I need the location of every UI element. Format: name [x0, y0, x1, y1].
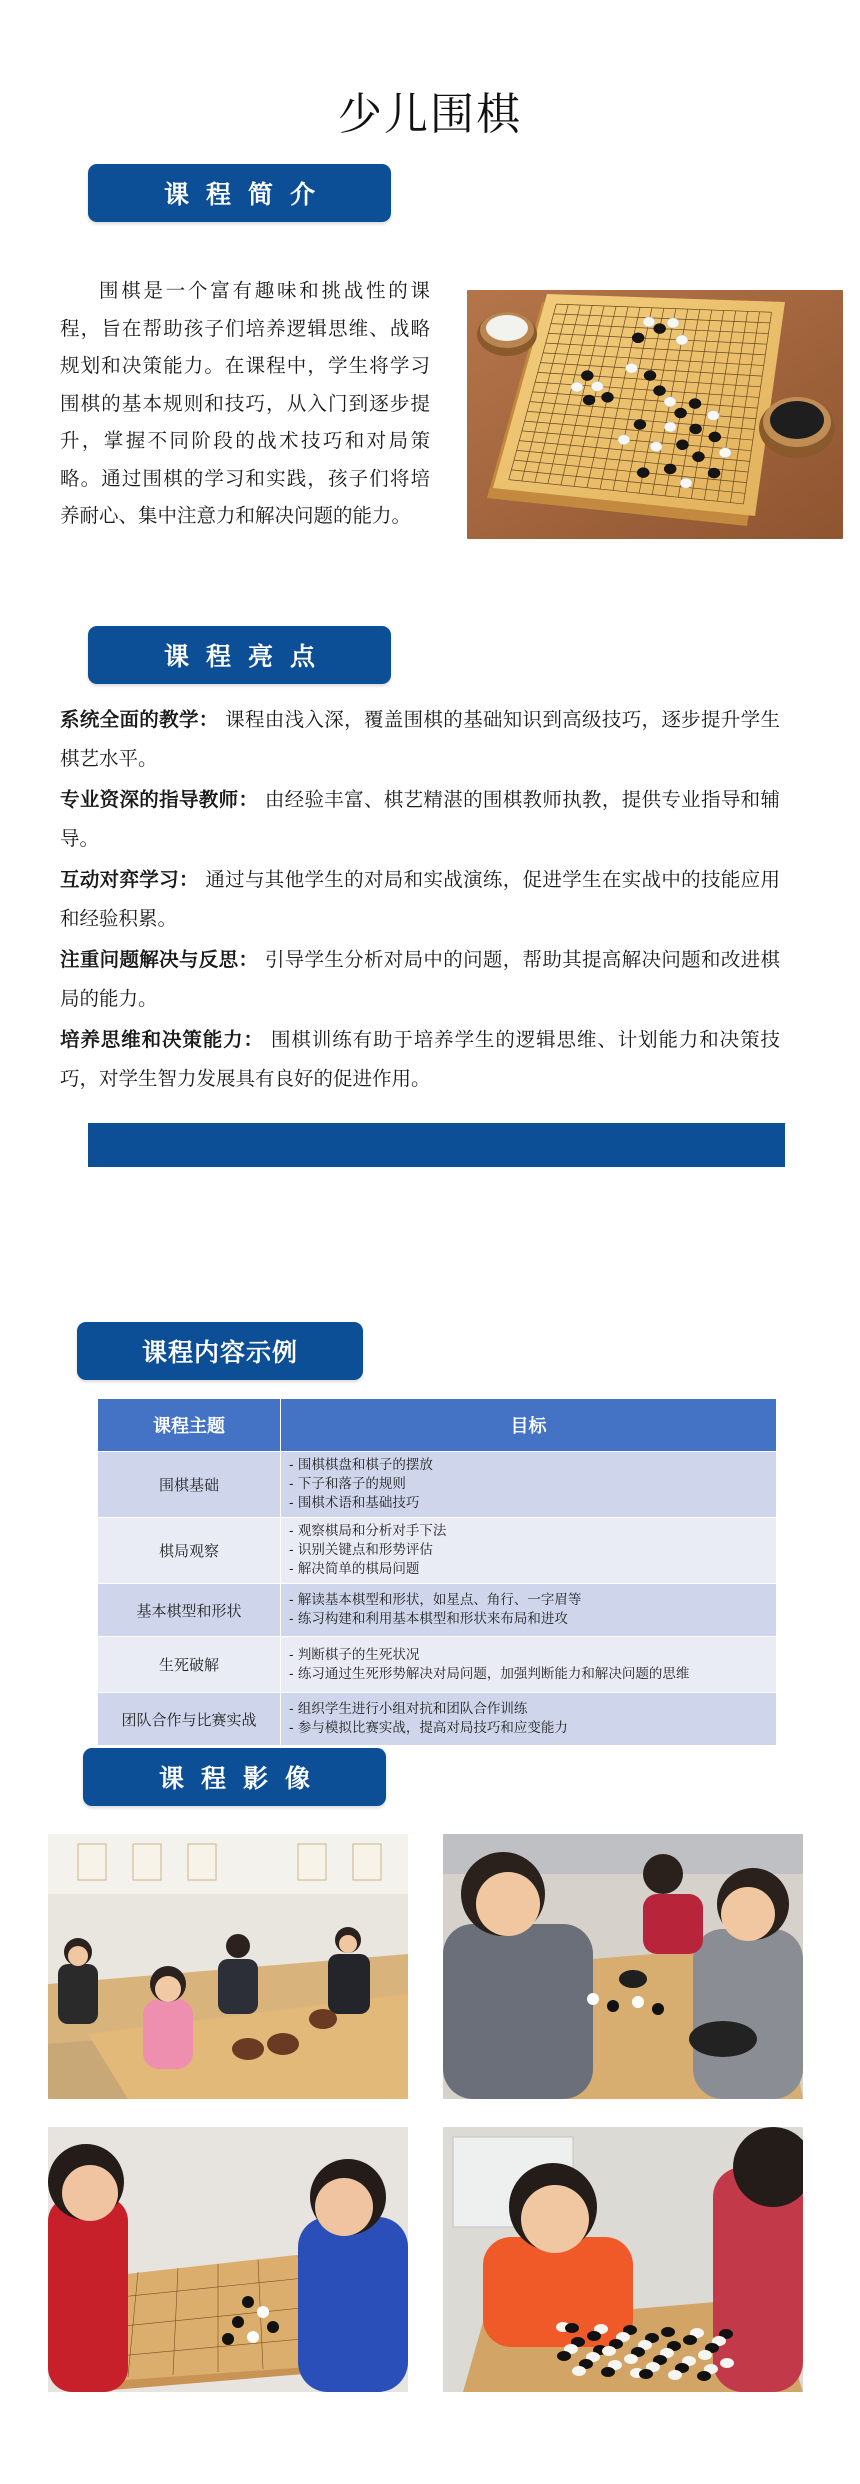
highlights-list — [60, 700, 780, 1100]
highlight-item: 注重问题解决与反思： 引导学生分析对局中的问题，帮助其提高解决问题和改进棋局的能力。 — [60, 948, 780, 1010]
table-row — [98, 1693, 777, 1746]
topic-cell: 团队合作与比赛实战 — [98, 1693, 281, 1746]
table-row — [98, 1452, 777, 1518]
goals-cell: - 组织学生进行小组对抗和团队合作训练 - 参与模拟比赛实战，提高对局技巧和应变能力 — [281, 1693, 777, 1746]
highlight-item: 互动对弈学习： 通过与其他学生的对局和实战演练，促进学生在实战中的技能应用和经验积累。 — [60, 868, 780, 930]
highlight-item: 专业资深的指导教师： 由经验丰富、棋艺精湛的围棋教师执教，提供专业指导和辅导。 — [60, 788, 780, 850]
course-content-table — [97, 1398, 777, 1746]
highlight-item: 系统全面的教学： 课程由浅入深，覆盖围棋的基础知识到高级技巧，逐步提升学生棋艺水平。 — [60, 708, 780, 770]
highlights-heading-banner: 课程亮点 — [88, 626, 391, 684]
topic-cell: 生死破解 — [98, 1637, 281, 1693]
decorative-bar — [88, 1123, 785, 1167]
goals-cell: - 判断棋子的生死状况 - 练习通过生死形势解决对局问题，加强判断能力和解决问题的思维 — [281, 1637, 777, 1693]
kids-playing-photo-2 — [48, 2127, 408, 2392]
goals-cell: - 观察棋局和分析对手下法 - 识别关键点和形势评估 - 解决简单的棋局问题 — [281, 1518, 777, 1584]
kids-playing-photo-3 — [443, 2127, 803, 2392]
table-row — [98, 1637, 777, 1693]
content-heading-banner: 课程内容示例 — [77, 1322, 363, 1380]
topic-cell: 基本棋型和形状 — [98, 1584, 281, 1637]
table-row — [98, 1518, 777, 1584]
page-title: 少儿围棋 — [338, 89, 522, 140]
goals-cell: - 解读基本棋型和形状，如星点、角行、一字眉等 - 练习构建和利用基本棋型和形状来布局和进攻 — [281, 1584, 777, 1637]
table-header-row — [98, 1399, 777, 1452]
intro-paragraph: 围棋是一个富有趣味和挑战性的课程，旨在帮助孩子们培养逻辑思维、战略规划和决策能力。在课程中，学生将学习围棋的基本规则和技巧，从入门到逐步提升，掌握不同阶段的战术技巧和对局策略。通过围棋的学习和实践，孩子们将培养耐心、集中注意力和解决问题的能力。 — [60, 279, 430, 527]
topic-cell: 围棋基础 — [98, 1452, 281, 1518]
classroom-photo — [48, 1834, 408, 2099]
topic-cell: 棋局观察 — [98, 1518, 281, 1584]
goals-cell: - 围棋棋盘和棋子的摆放 - 下子和落子的规则 - 围棋术语和基础技巧 — [281, 1452, 777, 1518]
intro-heading-banner: 课程简介 — [88, 164, 391, 222]
gallery-heading-banner: 课程影像 — [83, 1748, 386, 1806]
go-board-photo — [467, 290, 843, 539]
highlight-item: 培养思维和决策能力： 围棋训练有助于培养学生的逻辑思维、计划能力和决策技巧，对学生智力发展具有良好的促进作用。 — [60, 1028, 780, 1090]
table-row — [98, 1584, 777, 1637]
column-header-topic: 课程主题 — [98, 1399, 281, 1452]
column-header-goal: 目标 — [281, 1399, 777, 1452]
kids-playing-photo-1 — [443, 1834, 803, 2099]
